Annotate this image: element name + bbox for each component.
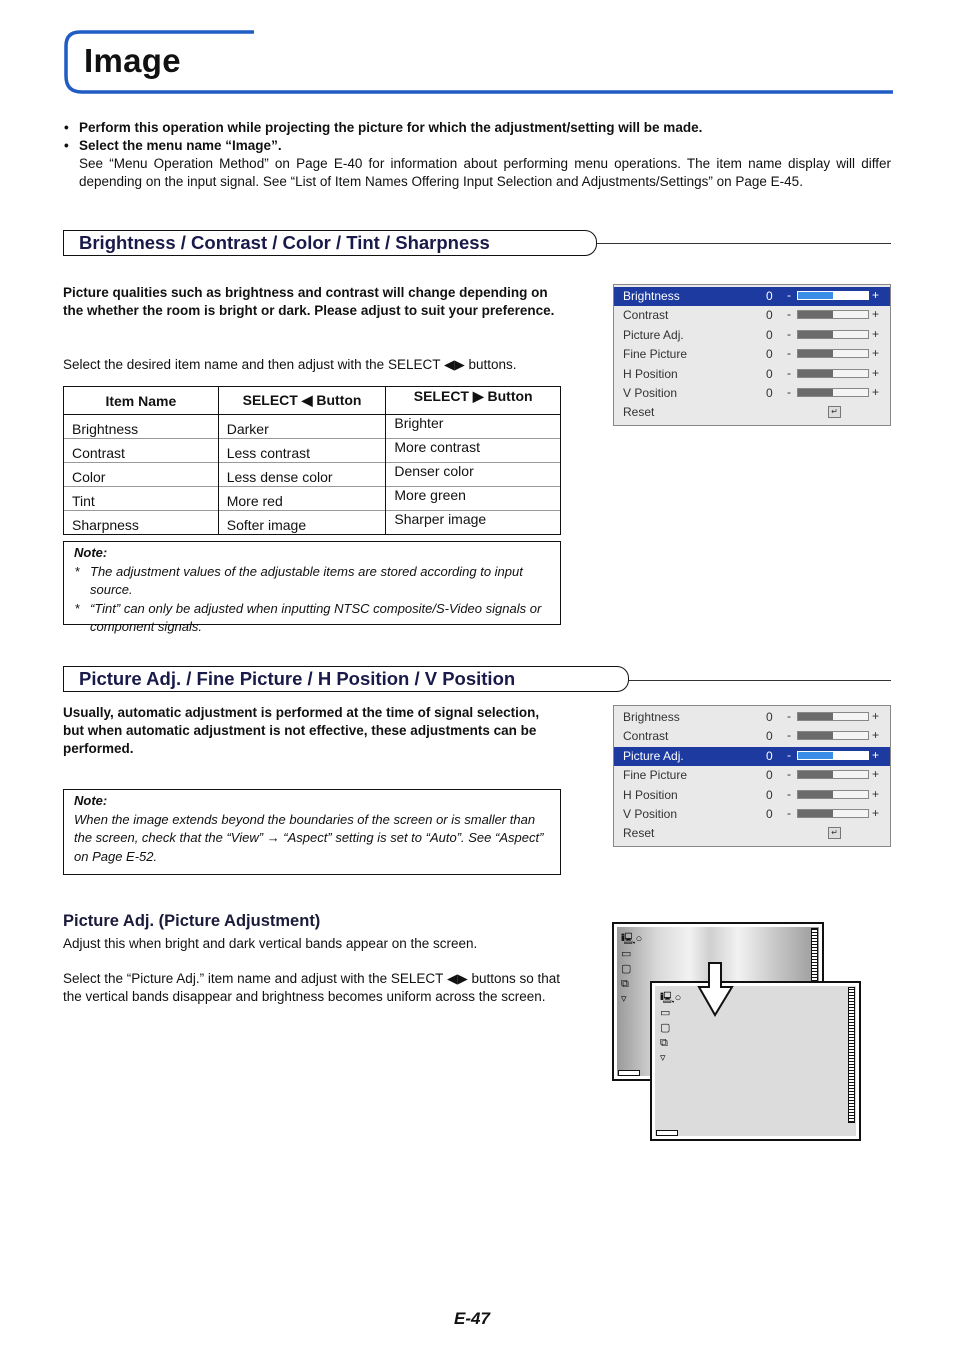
table-cell: More red [218, 487, 386, 511]
section-heading-picture-adj: Picture Adj. / Fine Picture / H Position / V Position [63, 666, 629, 692]
note-item: * The adjustment values of the adjustable items are stored according to input source. [74, 563, 550, 600]
osd-item-label: Picture Adj. [623, 327, 684, 342]
table-cell: Sharpness [64, 511, 219, 535]
table-cell: More contrast [386, 439, 561, 463]
table-cell: Color [64, 463, 219, 487]
osd-level-bar[interactable] [797, 751, 869, 760]
minus-icon: - [787, 786, 791, 801]
intro-bullets [63, 119, 891, 191]
osd-item-value: 0 [766, 729, 773, 744]
osd-menu-item[interactable] [614, 306, 890, 325]
osd-menu-item[interactable] [614, 326, 890, 345]
plus-icon: + [872, 747, 880, 762]
minus-icon: - [787, 307, 791, 322]
osd-item-value: 0 [766, 806, 773, 821]
table-cell: Less contrast [218, 439, 386, 463]
plus-icon: + [872, 786, 880, 801]
osd-item-value: 0 [766, 385, 773, 400]
minus-icon: - [787, 728, 791, 743]
minus-icon: - [787, 384, 791, 399]
adjustment-table [63, 386, 561, 535]
osd-item-label: H Position [623, 366, 678, 381]
osd-menu-item[interactable] [614, 708, 890, 727]
osd-level-bar[interactable] [797, 770, 869, 779]
sub-heading-picture-adj: Picture Adj. (Picture Adjustment) [63, 912, 321, 930]
osd-item-label: Picture Adj. [623, 748, 684, 763]
osd-level-bar[interactable] [797, 731, 869, 740]
osd-item-label: Brightness [623, 289, 680, 303]
table-header-row [64, 387, 561, 415]
table-row [64, 415, 561, 439]
plus-icon: + [872, 805, 880, 820]
minus-icon: - [787, 288, 791, 302]
osd-item-value: 0 [766, 748, 773, 763]
enter-icon: ↵ [828, 827, 841, 839]
osd-menu-item[interactable] [614, 345, 890, 364]
osd-menu-item[interactable] [614, 365, 890, 384]
page-number: E-47 [454, 1309, 490, 1328]
osd-item-value: 0 [766, 308, 773, 323]
taskbar [656, 1130, 678, 1136]
osd-menu-item[interactable] [614, 805, 890, 824]
osd-reset-item[interactable] [614, 824, 890, 843]
osd-item-label: V Position [623, 806, 678, 821]
osd-item-value: 0 [766, 366, 773, 381]
minus-icon: - [787, 365, 791, 380]
osd-level-bar[interactable] [797, 291, 869, 300]
arrow-down-icon [697, 961, 735, 1017]
osd-menu-picture-adj [613, 705, 891, 847]
osd-item-label: Contrast [623, 729, 669, 744]
plus-icon: + [872, 326, 880, 341]
scrollbar [848, 987, 855, 1123]
section2-lead: Usually, automatic adjustment is performed at the time of signal selection, but when automatic adjustment is not effective, these adjustments can be performed. [63, 705, 540, 756]
osd-level-bar[interactable] [797, 369, 869, 378]
section-rule [597, 243, 891, 244]
osd-item-label: Reset [623, 405, 655, 420]
note-text: When the image extends beyond the boundaries of the screen or is smaller than the screen, check that the “View” → “Aspect” setting is set to “Auto”. See “Aspect” on Page E-52. [74, 811, 544, 864]
osd-item-value: 0 [766, 768, 773, 783]
osd-level-bar[interactable] [797, 349, 869, 358]
desktop-icons: 🖳○ ▭ ▢ ⧉ ▿ [621, 933, 643, 1005]
plus-icon: + [872, 767, 880, 782]
picture-adj-para-2: Select the “Picture Adj.” item name and adjust with the SELECT ◀▶ buttons so that the vertical bands disappear and brightness becomes uniform across the screen. [63, 971, 561, 1004]
osd-item-label: Fine Picture [623, 768, 688, 783]
osd-item-value: 0 [766, 347, 773, 362]
table-cell: Darker [218, 415, 386, 439]
section-heading-brightness: Brightness / Contrast / Color / Tint / Sharpness [63, 230, 597, 256]
plus-icon: + [872, 709, 880, 723]
osd-item-value: 0 [766, 787, 773, 802]
osd-menu-item[interactable] [614, 766, 890, 785]
osd-level-bar[interactable] [797, 330, 869, 339]
osd-level-bar[interactable] [797, 310, 869, 319]
table-cell: Tint [64, 487, 219, 511]
table-header-item: Item Name [64, 387, 219, 415]
plus-icon: + [872, 307, 880, 322]
osd-reset-item[interactable] [614, 403, 890, 422]
minus-icon: - [787, 767, 791, 782]
table-cell: Less dense color [218, 463, 386, 487]
osd-menu-item[interactable] [614, 287, 890, 306]
osd-menu-brightness [613, 284, 891, 426]
osd-item-label: Reset [623, 826, 655, 841]
osd-level-bar[interactable] [797, 388, 869, 397]
taskbar [618, 1070, 640, 1076]
title-frame [64, 30, 893, 94]
intro-bullet-1: • Perform this operation while projecting the picture for which the adjustment/setting will be made. [63, 119, 891, 137]
minus-icon: - [787, 805, 791, 820]
plus-icon: + [872, 728, 880, 743]
section1-instruction: Select the desired item name and then adjust with the SELECT ◀▶ buttons. [63, 357, 517, 372]
table-header-select-right: SELECT ▶ Button [386, 387, 561, 415]
table-row [64, 487, 561, 511]
osd-item-label: H Position [623, 787, 678, 802]
table-row [64, 511, 561, 535]
note-label: Note: [74, 793, 108, 808]
table-row [64, 463, 561, 487]
table-header-select-left: SELECT ◀ Button [218, 387, 386, 415]
plus-icon: + [872, 384, 880, 399]
minus-icon: - [787, 326, 791, 341]
osd-menu-item[interactable] [614, 786, 890, 805]
osd-item-label: Fine Picture [623, 347, 688, 362]
desktop-icons: 🖳○ ▭ ▢ ⧉ ▿ [660, 992, 682, 1064]
enter-icon: ↵ [828, 406, 841, 418]
intro-bullet-2: • Select the menu name “Image”. [63, 137, 891, 155]
osd-item-value: 0 [766, 710, 773, 724]
table-cell: Denser color [386, 463, 561, 487]
plus-icon: + [872, 365, 880, 380]
picture-adj-para-1: Adjust this when bright and dark vertical bands appear on the screen. [63, 936, 478, 951]
osd-menu-item[interactable] [614, 384, 890, 403]
table-row [64, 439, 561, 463]
table-cell: Sharper image [386, 511, 561, 535]
osd-item-label: Contrast [623, 308, 669, 323]
note-box-2 [63, 789, 561, 875]
osd-item-label: Brightness [623, 710, 680, 724]
screen-after-illustration [650, 981, 861, 1141]
table-cell: Contrast [64, 439, 219, 463]
osd-menu-item[interactable] [614, 727, 890, 746]
page-title: Image [84, 42, 181, 79]
minus-icon: - [787, 709, 791, 723]
plus-icon: + [872, 288, 880, 302]
section1-lead: Picture qualities such as brightness and contrast will change depending on the whether the room is bright or dark. Please adjust to suit your preference. [63, 285, 555, 318]
plus-icon: + [872, 346, 880, 361]
table-cell: Brighter [386, 415, 561, 439]
table-cell: Brightness [64, 415, 219, 439]
osd-item-value: 0 [766, 289, 773, 303]
note-box-1 [63, 541, 561, 634]
section-rule [629, 680, 891, 681]
osd-item-value: 0 [766, 327, 773, 342]
note-item: * “Tint” can only be adjusted when inputting NTSC composite/S-Video signals or component signals. [74, 600, 550, 637]
osd-menu-item[interactable] [614, 747, 890, 766]
table-cell: Softer image [218, 511, 386, 535]
minus-icon: - [787, 747, 791, 762]
osd-item-label: V Position [623, 385, 678, 400]
note-label: Note: [74, 545, 108, 560]
minus-icon: - [787, 346, 791, 361]
osd-level-bar[interactable] [797, 790, 869, 799]
intro-detail: See “Menu Operation Method” on Page E-40 for information about performing menu operations. The item name display will differ depending on the input signal. See “List of Item Names Offering Input Selection and Adjustments/Settings” on Page E-45. [79, 156, 891, 189]
osd-level-bar[interactable] [797, 712, 869, 721]
table-cell: More green [386, 487, 561, 511]
osd-level-bar[interactable] [797, 809, 869, 818]
